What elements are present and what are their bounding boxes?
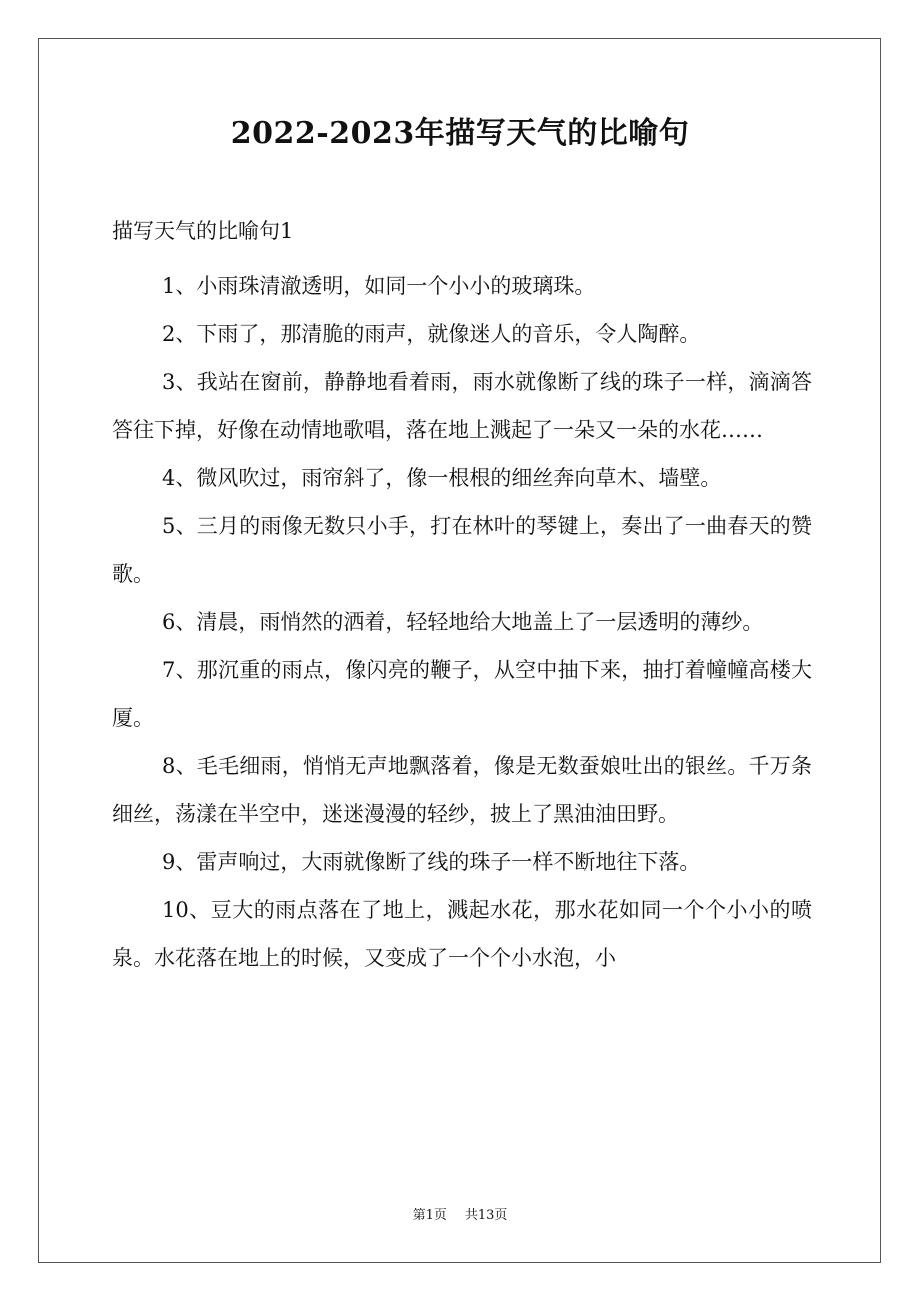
paragraph-8: 8、毛毛细雨，悄悄无声地飘落着，像是无数蚕娘吐出的银丝。千万条细丝，荡漾在半空中，迷迷漫漫的轻纱，披上了黑油油田野。 <box>112 754 812 826</box>
paragraph-10: 10、豆大的雨点落在了地上，溅起水花，那水花如同一个个小小的喷泉。水花落在地上的时候，又变成了一个个小水泡，小 <box>112 898 812 970</box>
paragraph-2: 2、下雨了，那清脆的雨声，就像迷人的音乐，令人陶醉。 <box>162 322 701 346</box>
paragraph-1: 1、小雨珠清澈透明，如同一个小小的玻璃珠。 <box>162 274 596 298</box>
paragraph-7: 7、那沉重的雨点，像闪亮的鞭子，从空中抽下来，抽打着幢幢高楼大厦。 <box>112 658 812 730</box>
document-body <box>112 262 812 982</box>
page-number: 第1页 <box>412 1208 447 1223</box>
page-total: 共13页 <box>464 1208 508 1223</box>
paragraph-3: 3、我站在窗前，静静地看着雨，雨水就像断了线的珠子一样，滴滴答答往下掉，好像在动情地歌唱，落在地上溅起了一朵又一朵的水花…… <box>112 370 812 442</box>
paragraph-4: 4、微风吹过，雨帘斜了，像一根根的细丝奔向草木、墙壁。 <box>162 466 722 490</box>
paragraph-6: 6、清晨，雨悄然的洒着，轻轻地给大地盖上了一层透明的薄纱。 <box>162 610 764 634</box>
section-heading: 描写天气的比喻句1 <box>112 219 294 243</box>
paragraph-5: 5、三月的雨像无数只小手，打在林叶的琴键上，奏出了一曲春天的赞歌。 <box>112 514 812 586</box>
paragraph-9: 9、雷声响过，大雨就像断了线的珠子一样不断地往下落。 <box>162 850 701 874</box>
page-footer <box>0 1206 920 1226</box>
document-title: 2022-2023年描写天气的比喻句 <box>230 116 690 151</box>
